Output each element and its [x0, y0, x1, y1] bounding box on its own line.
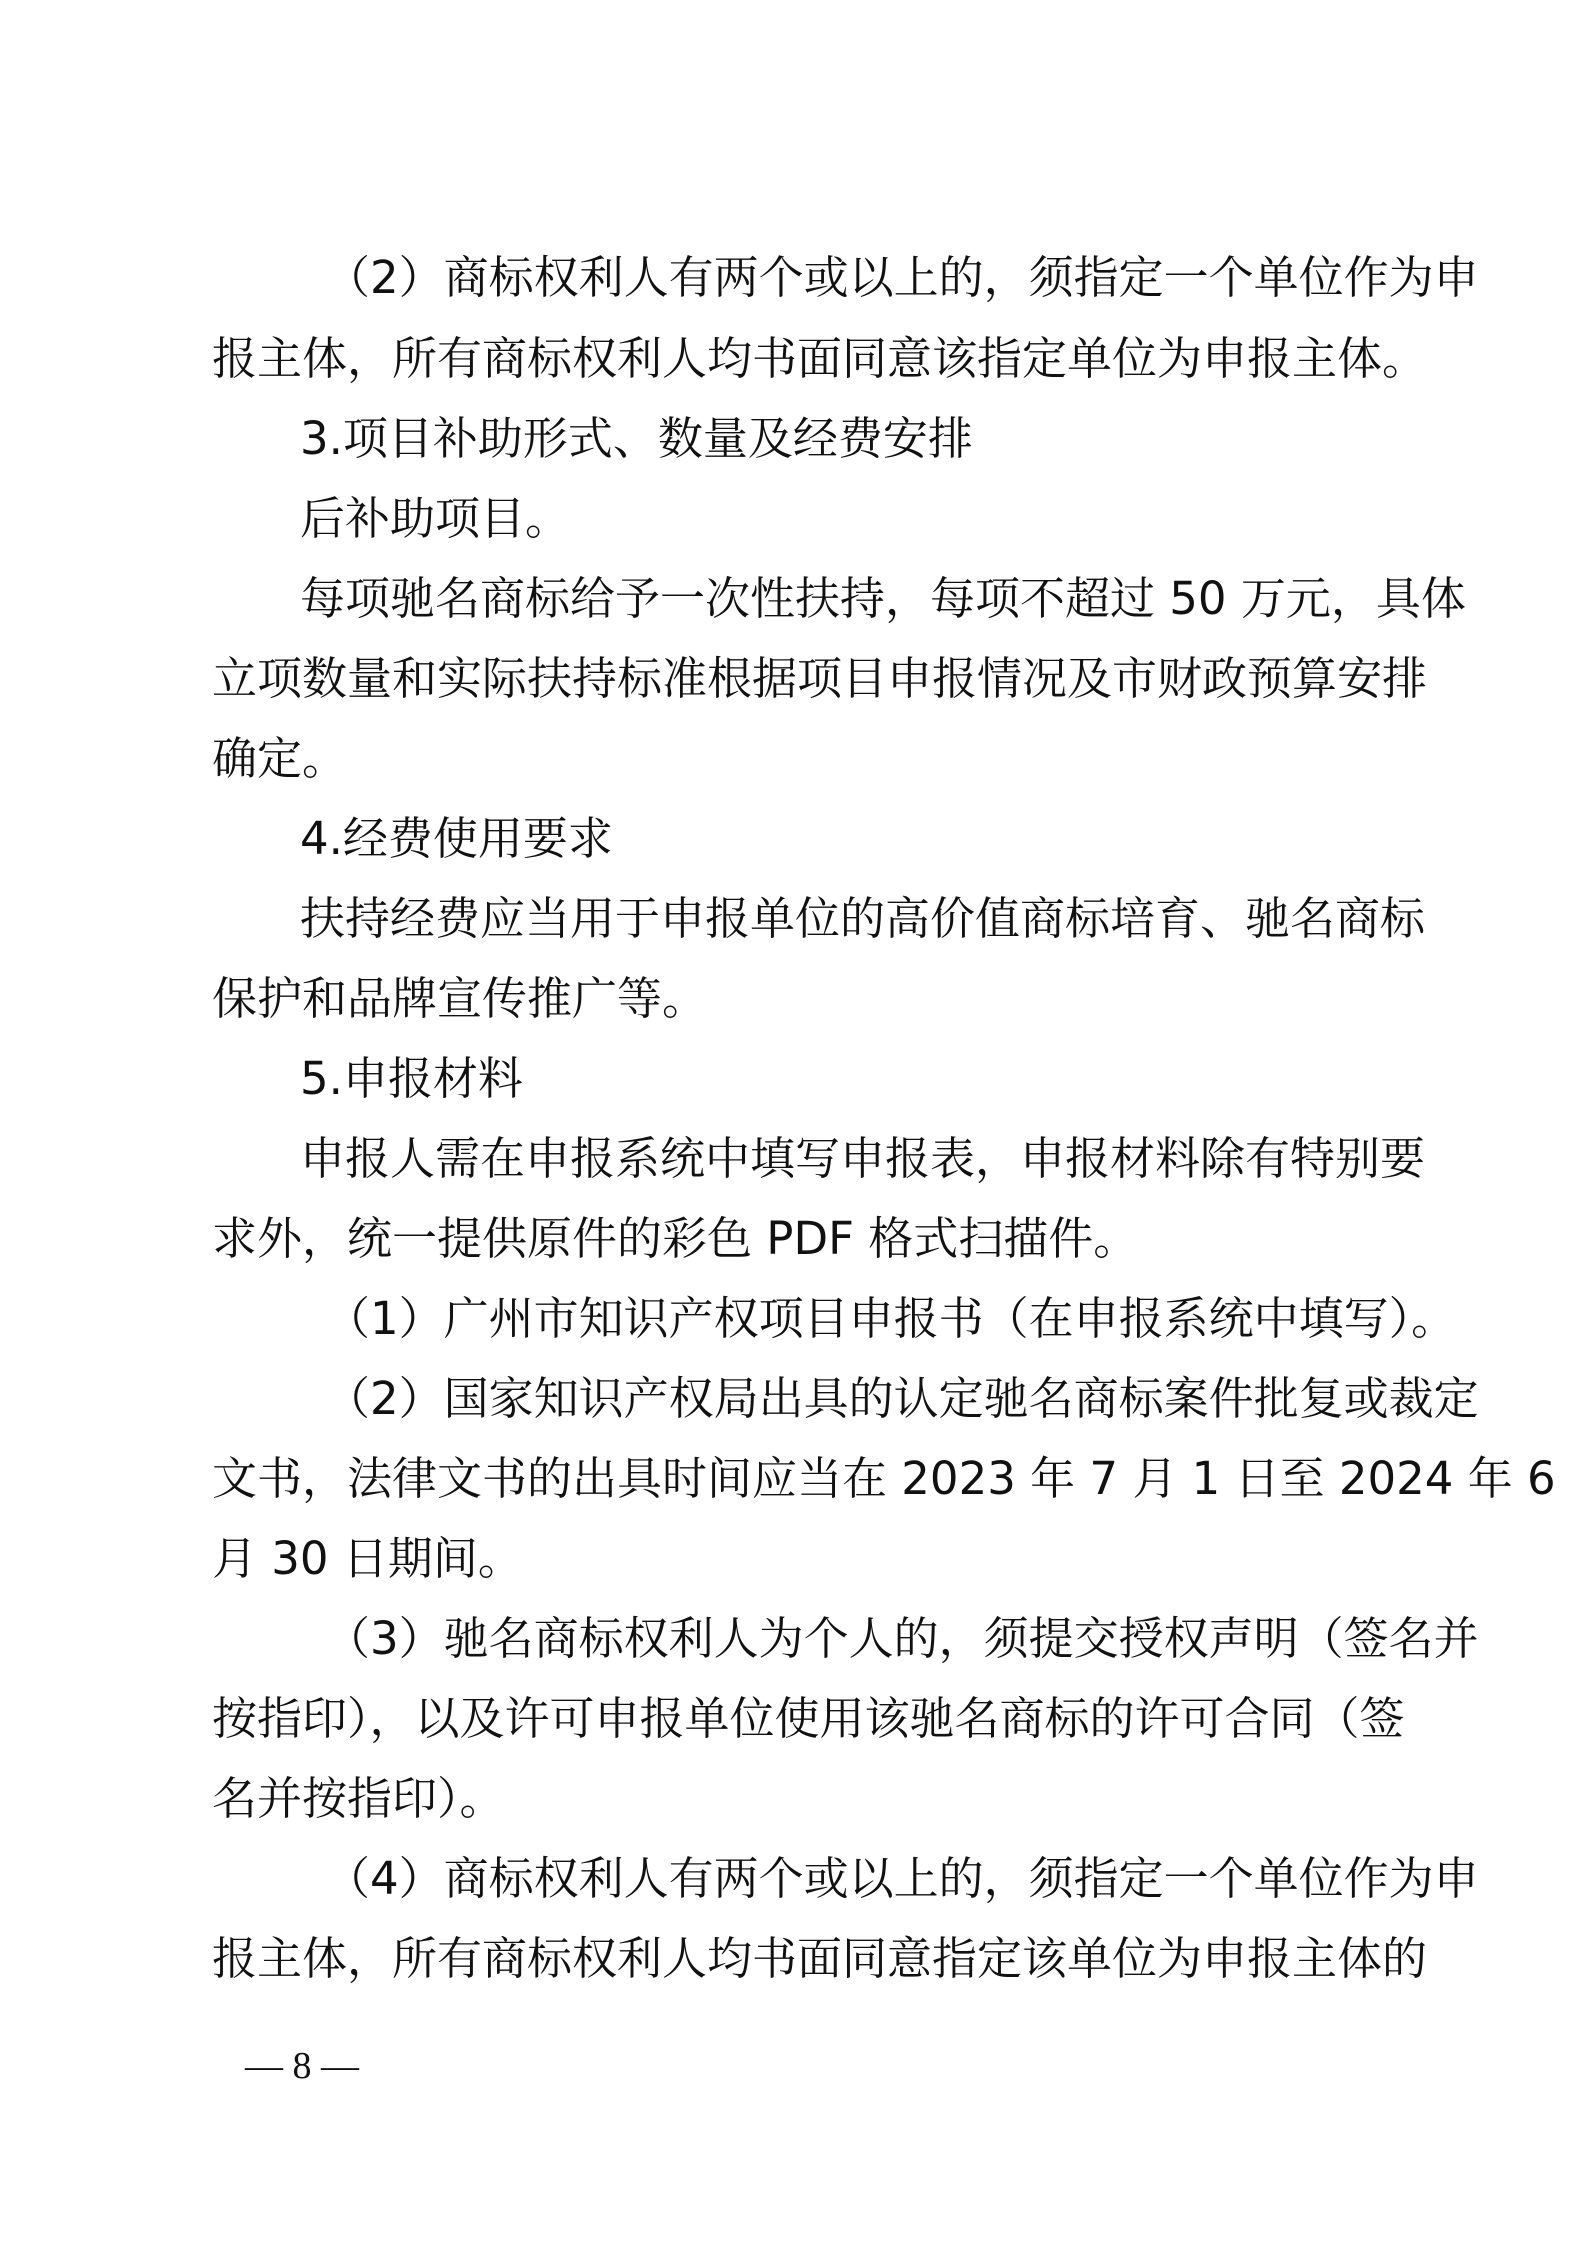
section-heading: 3.项目补助形式、数量及经费安排	[300, 412, 973, 465]
paragraph-line: 确定。	[212, 732, 348, 785]
page-number: — 8 —	[245, 2045, 359, 2087]
paragraph-line: （2）商标权利人有两个或以上的，须指定一个单位作为申	[325, 251, 1479, 304]
section-heading: 4.经费使用要求	[300, 812, 613, 865]
paragraph-line: 名并按指印）。	[212, 1772, 505, 1825]
paragraph-line: 申报人需在申报系统中填写申报表，申报材料除有特别要	[300, 1132, 1426, 1185]
paragraph-line: （4）商标权利人有两个或以上的，须指定一个单位作为申	[325, 1852, 1479, 1905]
paragraph-line: （1）广州市知识产权项目申报书（在申报系统中填写）。	[325, 1292, 1457, 1345]
paragraph-line: 报主体，所有商标权利人均书面同意指定该单位为申报主体的	[212, 1932, 1428, 1985]
paragraph-line: 立项数量和实际扶持标准根据项目申报情况及市财政预算安排	[212, 652, 1428, 705]
paragraph-line: 文书，法律文书的出具时间应当在 2023 年 7 月 1 日至 2024 年 6	[212, 1452, 1556, 1505]
paragraph-line: 后补助项目。	[300, 492, 571, 545]
paragraph-line: （2）国家知识产权局出具的认定驰名商标案件批复或裁定	[325, 1372, 1479, 1425]
paragraph-line: 月 30 日期间。	[212, 1532, 523, 1585]
paragraph-line: 扶持经费应当用于申报单位的高价值商标培育、驰名商标	[300, 892, 1426, 945]
paragraph-line: 保护和品牌宣传推广等。	[212, 972, 708, 1025]
paragraph-line: 报主体，所有商标权利人均书面同意该指定单位为申报主体。	[212, 332, 1428, 385]
paragraph-line: （3）驰名商标权利人为个人的，须提交授权声明（签名并	[325, 1612, 1479, 1665]
paragraph-line: 求外，统一提供原件的彩色 PDF 格式扫描件。	[212, 1212, 1139, 1265]
section-heading: 5.申报材料	[300, 1052, 523, 1105]
paragraph-line: 每项驰名商标给予一次性扶持，每项不超过 50 万元，具体	[300, 572, 1466, 625]
paragraph-line: 按指印），以及许可申报单位使用该驰名商标的许可合同（签	[212, 1692, 1405, 1745]
